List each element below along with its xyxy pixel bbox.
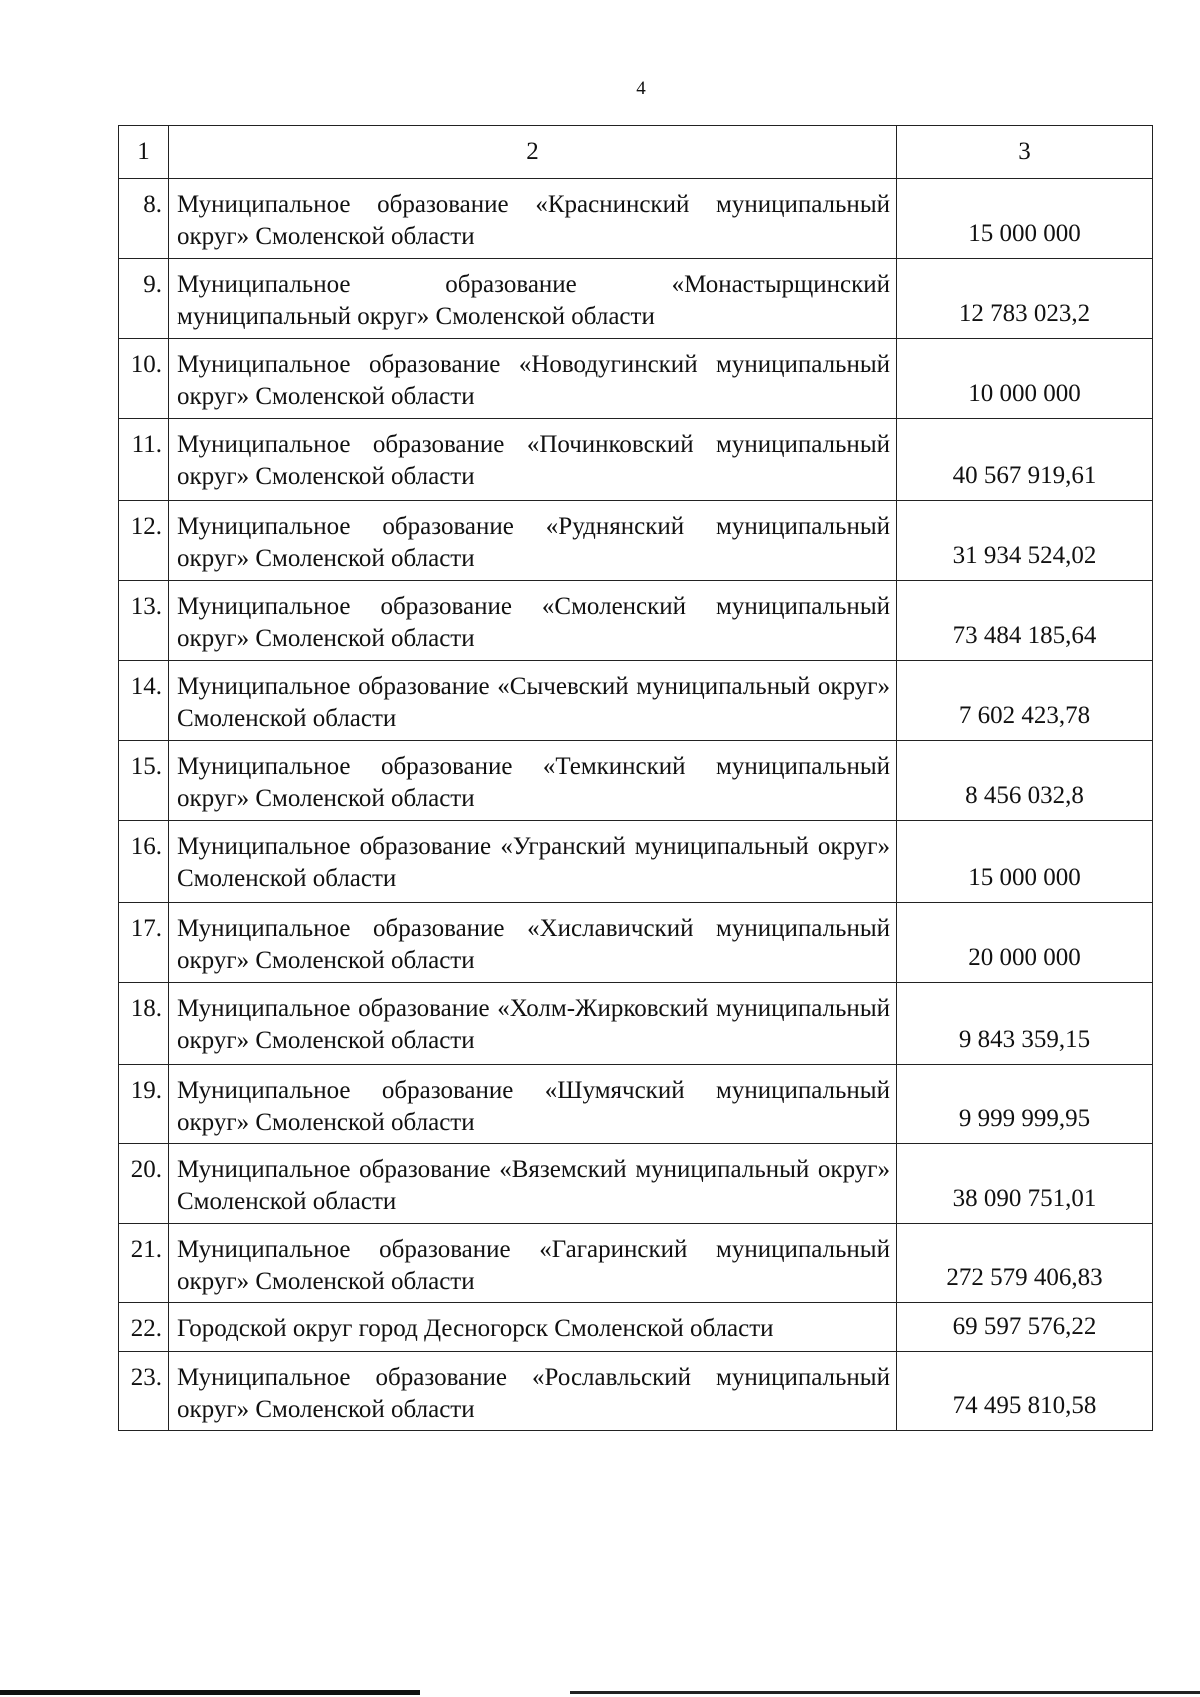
row-name-cell [169,581,897,661]
row-number: 20. [119,1144,169,1224]
table-header-row [119,126,1153,179]
row-name-cell [169,1224,897,1303]
row-amount: 8 456 032,8 [897,741,1153,821]
row-name-cell [169,1065,897,1144]
municipality-name: Муниципальное образование «Шумячский муниципальный округ» Смоленской области [177,1077,890,1136]
row-amount: 31 934 524,02 [897,501,1153,581]
table-row [119,179,1153,259]
row-number: 22. [119,1303,169,1352]
row-name-cell [169,821,897,903]
row-number: 13. [119,581,169,661]
bottom-rule-right [570,1691,1200,1694]
row-amount: 10 000 000 [897,339,1153,419]
municipality-name: Муниципальное образование «Вяземский муниципальный округ» Смоленской области [177,1156,890,1215]
municipality-name: Муниципальное образование «Гагаринский муниципальный округ» Смоленской области [177,1236,890,1295]
municipality-name: Муниципальное образование «Смоленский муниципальный округ» Смоленской области [177,593,890,652]
table-row [119,1065,1153,1144]
municipality-name: Муниципальное образование «Руднянский муниципальный округ» Смоленской области [177,513,890,572]
row-number: 19. [119,1065,169,1144]
row-number: 23. [119,1352,169,1431]
table-row [119,419,1153,501]
table-row [119,1224,1153,1303]
table-row [119,661,1153,741]
municipality-name: Муниципальное образование «Рославльский муниципальный округ» Смоленской области [177,1364,890,1423]
row-number: 11. [119,419,169,501]
municipality-name: Муниципальное образование «Новодугинский муниципальный округ» Смоленской области [177,351,890,410]
table-row [119,1352,1153,1431]
row-amount: 69 597 576,22 [897,1303,1153,1352]
column-header-name: 2 [169,126,897,179]
table-row [119,741,1153,821]
row-amount: 9 999 999,95 [897,1065,1153,1144]
table-row [119,903,1153,983]
table-row [119,821,1153,903]
row-number: 8. [119,179,169,259]
row-amount: 38 090 751,01 [897,1144,1153,1224]
table-row [119,581,1153,661]
table-row [119,1303,1153,1352]
municipality-name: Муниципальное образование «Хиславичский муниципальный округ» Смоленской области [177,915,890,974]
municipality-name: Городской округ город Десногорск Смоленской области [177,1315,774,1342]
municipality-name: Муниципальное образование «Краснинский муниципальный округ» Смоленской области [177,191,890,250]
municipality-name: Муниципальное образование «Монастырщинский муниципальный округ» Смоленской области [177,271,890,330]
page-number: 4 [636,78,646,99]
row-amount: 73 484 185,64 [897,581,1153,661]
table-row [119,259,1153,339]
row-number: 12. [119,501,169,581]
row-number: 21. [119,1224,169,1303]
row-name-cell [169,179,897,259]
row-amount: 272 579 406,83 [897,1224,1153,1303]
row-name-cell [169,419,897,501]
row-number: 16. [119,821,169,903]
row-number: 18. [119,983,169,1065]
table-row [119,1144,1153,1224]
municipality-name: Муниципальное образование «Угранский муниципальный округ» Смоленской области [177,833,890,892]
column-header-amount: 3 [897,126,1153,179]
row-number: 14. [119,661,169,741]
table-body [119,126,1153,1431]
row-name-cell [169,983,897,1065]
row-number: 15. [119,741,169,821]
municipality-name: Муниципальное образование «Холм-Жирковский муниципальный округ» Смоленской области [177,995,890,1054]
row-name-cell [169,661,897,741]
municipality-name: Муниципальное образование «Сычевский муниципальный округ» Смоленской области [177,673,890,732]
row-amount: 9 843 359,15 [897,983,1153,1065]
municipality-name: Муниципальное образование «Темкинский муниципальный округ» Смоленской области [177,753,890,812]
row-amount: 20 000 000 [897,903,1153,983]
row-name-cell [169,1303,897,1352]
allocation-table [118,125,1153,1431]
row-name-cell [169,259,897,339]
row-name-cell [169,501,897,581]
row-amount: 74 495 810,58 [897,1352,1153,1431]
row-name-cell [169,1352,897,1431]
municipality-name: Муниципальное образование «Починковский муниципальный округ» Смоленской области [177,431,890,490]
row-number: 9. [119,259,169,339]
row-amount: 15 000 000 [897,179,1153,259]
row-amount: 12 783 023,2 [897,259,1153,339]
row-name-cell [169,741,897,821]
bottom-rule-left [0,1690,420,1695]
table-row [119,339,1153,419]
row-name-cell [169,339,897,419]
row-name-cell [169,903,897,983]
row-number: 17. [119,903,169,983]
row-name-cell [169,1144,897,1224]
table-row [119,501,1153,581]
row-amount: 15 000 000 [897,821,1153,903]
row-number: 10. [119,339,169,419]
row-amount: 40 567 919,61 [897,419,1153,501]
column-header-number: 1 [119,126,169,179]
row-amount: 7 602 423,78 [897,661,1153,741]
table-row [119,983,1153,1065]
